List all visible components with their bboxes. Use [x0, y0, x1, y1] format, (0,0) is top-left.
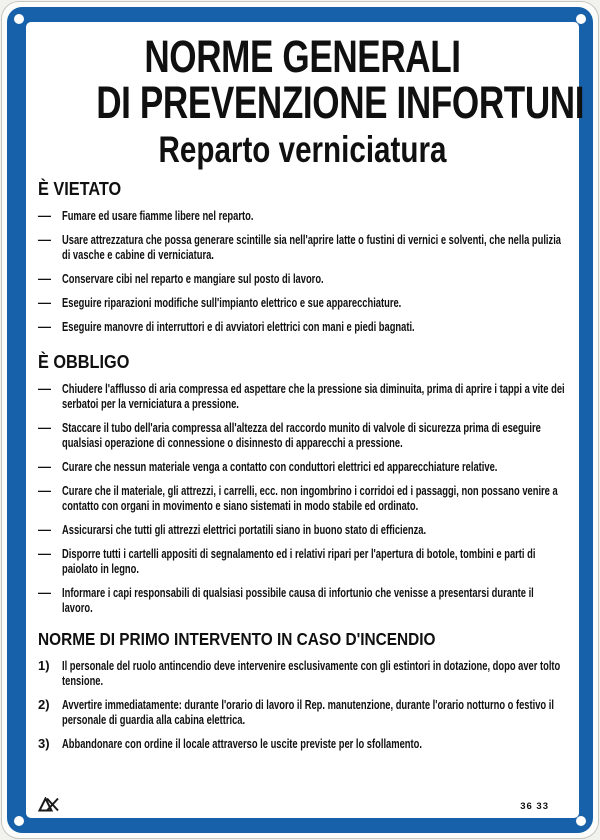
sign-panel [26, 22, 585, 818]
list-item-text: Il personale del ruolo antincendio deve intervenire esclusivamente con gli estintori in dotazione, dopo aver tolto tensione. [62, 658, 561, 688]
list-item [38, 232, 567, 262]
dash-bullet: — [38, 459, 51, 474]
list-item [38, 295, 567, 310]
catalog-code: 36 33 [520, 801, 549, 812]
section-heading-fire: NORME DI PRIMO INTERVENTO IN CASO D'INCENDIO [38, 629, 436, 649]
section-heading-mandatory: È OBBLIGO [38, 351, 130, 372]
sign-title [38, 31, 585, 128]
list-item-text: Assicurarsi che tutti gli attrezzi elettrici portatili siano in buono stato di efficienza. [62, 522, 427, 537]
list-item [38, 208, 567, 223]
section-heading-prohibited: È VIETATO [38, 178, 122, 199]
dash-bullet: — [38, 381, 51, 396]
title-line-2: DI PREVENZIONE INFORTUNI [96, 77, 585, 128]
sign-subtitle: Reparto verniciatura [158, 129, 447, 170]
list-item [38, 658, 567, 688]
mounting-hole-bottom-left [14, 816, 24, 826]
dash-bullet: — [38, 522, 51, 537]
sign-footer [38, 797, 567, 812]
list-item [38, 585, 567, 615]
item-number: 1) [38, 658, 50, 673]
list-item-text: Informare i capi responsabili di qualsiasi possibile causa di infortunio che venisse a presentarsi durante il lavoro. [62, 585, 534, 615]
item-number: 2) [38, 697, 50, 712]
list-item [38, 381, 567, 411]
list-item-text: Eseguire riparazioni modifiche sull'impianto elettrico e sue apparecchiature. [62, 295, 402, 310]
title-line-1: NORME GENERALI [144, 31, 461, 82]
list-item [38, 483, 567, 513]
list-item [38, 459, 567, 474]
item-number: 3) [38, 736, 50, 751]
dash-bullet: — [38, 546, 51, 561]
list-item-text: Curare che nessun materiale venga a contatto con conduttori elettrici ed apparecchiature relative. [62, 459, 498, 474]
mounting-hole-bottom-right [576, 816, 586, 826]
sign-blue-border [7, 7, 593, 833]
list-item [38, 319, 567, 334]
list-item-text: Staccare il tubo dell'aria compressa all'altezza del raccordo munito di valvole di sicurezza prima di eseguire qualsiasi operazione di connessione o disinnesto di apparecchi a pressione. [62, 420, 541, 450]
list-item [38, 522, 567, 537]
dash-bullet: — [38, 208, 51, 223]
list-item-text: Abbandonare con ordine il locale attraverso le uscite previste per lo sfollamento. [62, 736, 422, 751]
list-item-text: Curare che il materiale, gli attrezzi, i carrelli, ecc. non ingombrino i corridoi ed i passaggi, non possano venire a contatto con organi in movimento e siano sistemati in modo stabile ed ordinato. [62, 483, 558, 513]
dash-bullet: — [38, 319, 51, 334]
dash-bullet: — [38, 295, 51, 310]
dash-bullet: — [38, 420, 51, 435]
dash-bullet: — [38, 483, 51, 498]
triangle-x-logo-icon [38, 797, 60, 812]
list-item [38, 736, 567, 751]
list-item [38, 697, 567, 727]
list-item-text: Eseguire manovre di interruttori e di avviatori elettrici con mani e piedi bagnati. [62, 319, 415, 334]
list-item-text: Avvertire immediatamente: durante l'orario di lavoro il Rep. manutenzione, durante l'orario notturno o festivo il personale di guardia alla cabina elettrica. [62, 697, 554, 727]
list-item [38, 546, 567, 576]
dash-bullet: — [38, 585, 51, 600]
mounting-hole-top-left [14, 14, 24, 24]
list-item-text: Usare attrezzatura che possa generare scintille sia nell'aprire latte o fustini di vernici e solventi, che nella pulizia di vasche e cabine di verniciatura. [62, 232, 562, 262]
mounting-hole-top-right [576, 14, 586, 24]
safety-sign [1, 1, 599, 839]
list-item-text: Chiudere l'afflusso di aria compressa ed aspettare che la pressione sia diminuita, prima di aprire i tappi a vite dei serbatoi per la verniciatura a pressione. [62, 381, 565, 411]
list-item-text: Disporre tutti i cartelli appositi di segnalamento ed i relativi ripari per l'apertura di botole, tombini e parti di paiolato in legno. [62, 546, 536, 576]
list-item [38, 420, 567, 450]
dash-bullet: — [38, 271, 51, 286]
dash-bullet: — [38, 232, 51, 247]
list-item-text: Fumare ed usare fiamme libere nel reparto. [62, 208, 254, 223]
list-item-text: Conservare cibi nel reparto e mangiare sul posto di lavoro. [62, 271, 324, 286]
list-item [38, 271, 567, 286]
